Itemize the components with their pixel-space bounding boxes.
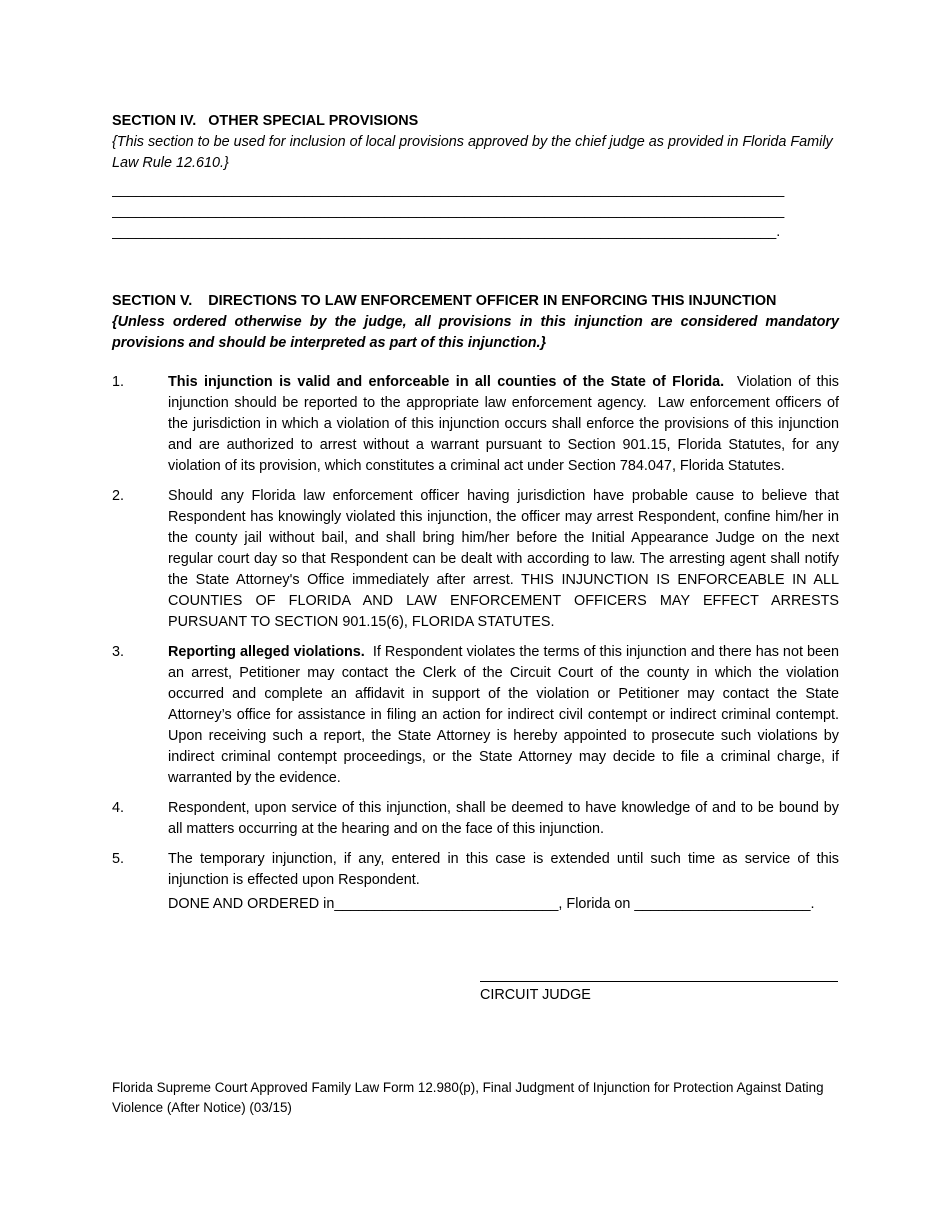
item-number: 1. [112,374,125,390]
list-item [112,798,839,840]
item-text [168,849,839,891]
list-item [112,372,843,477]
provisions-list [112,372,847,891]
item-lead: This injunction is valid and enforceable in all counties of the State of Florida. [168,374,725,390]
section-iv-heading: SECTION IV. OTHER SPECIAL PROVISIONS [112,113,419,129]
list-item [112,642,847,789]
item-text [168,372,843,477]
signature-label: CIRCUIT JUDGE [480,987,591,1003]
item-lead: Reporting alleged violations. [168,644,365,660]
list-item [112,849,839,891]
blank-line-2: ____________________________________________________________________________________ [112,203,785,219]
document-page [112,111,847,1006]
item-text [168,486,839,633]
item-number: 5. [112,851,125,867]
item-body: The temporary injunction, if any, entered in this case is extended until such time as service of this injunction is effected upon Respondent. [168,851,839,888]
section-v-note: {Unless ordered otherwise by the judge, all provisions in this injunction are considered mandatory provisions and should be interpreted as part of this injunction.} [112,314,839,351]
item-number: 4. [112,800,125,816]
item-text [168,798,839,840]
section-iv-note: {This section to be used for inclusion of local provisions approved by the chief judge as provided in Florida Family Law Rule 12.610.} [112,134,833,171]
blank-line-3: ___________________________________________________________________________________. [112,224,781,240]
list-item [112,486,839,633]
item-body: Violation of this injunction should be reported to the appropriate law enforcement agency. Law enforcement officers of the jurisdiction in which a violation of this injunction occurs shall enforce the provisions of this injunction and are authorized to arrest without a warrant pursuant to Section 901.15, Florida Statutes, for any violation of its provision, which constitutes a criminal act under Section 784.047, Florida Statutes. [168,374,843,474]
section-v [112,291,847,915]
done-and-ordered-line: DONE AND ORDERED in____________________________, Florida on ______________________. [168,896,815,912]
item-number: 2. [112,488,125,504]
item-body: Should any Florida law enforcement officer having jurisdiction have probable cause to believe that Respondent has knowingly violated this injunction, the officer may arrest Respondent, confine him/her in the county jail without bail, and shall bring him/her before the Initial Appearance Judge on the next regular court day so that Respondent can be dealt with according to law. The arresting agent shall notify the State Attorney's Office immediately after arrest. THIS INJUNCTION IS ENFORCEABLE IN ALL COUNTIES OF FLORIDA AND LAW ENFORCEMENT OFFICERS MAY EFFECT ARRESTS PURSUANT TO SECTION 901.15(6), FLORIDA STATUTES. [168,488,839,630]
item-number: 3. [112,644,125,660]
form-footer: Florida Supreme Court Approved Family Law Form 12.980(p), Final Judgment of Injunction for Protection Against Dating Violence (After Notice) (03/15) [112,1080,824,1115]
item-body: Respondent, upon service of this injunction, shall be deemed to have knowledge of and to be bound by all matters occurring at the hearing and on the face of this injunction. [168,800,839,837]
section-iv-blank-lines [112,180,839,243]
section-v-heading: SECTION V. DIRECTIONS TO LAW ENFORCEMENT OFFICER IN ENFORCING THIS INJUNCTION [112,293,777,309]
item-body: If Respondent violates the terms of this injunction and there has not been an arrest, Petitioner may contact the Clerk of the Circuit Court of the county in which the violation occurred and complete an affidavit in support of the violation or Petitioner may contact the State Attorney’s office for assistance in filing an action for indirect civil contempt or indirect criminal contempt. Upon receiving such a report, the State Attorney is hereby appointed to prosecute such violations by indirect criminal contempt proceedings, or the State Attorney may decide to file a criminal charge, if warranted by the evidence. [168,644,847,786]
item-text [168,642,847,789]
signature-block [480,961,839,1006]
blank-line-1: ____________________________________________________________________________________ [112,182,785,198]
signature-line [480,961,838,982]
